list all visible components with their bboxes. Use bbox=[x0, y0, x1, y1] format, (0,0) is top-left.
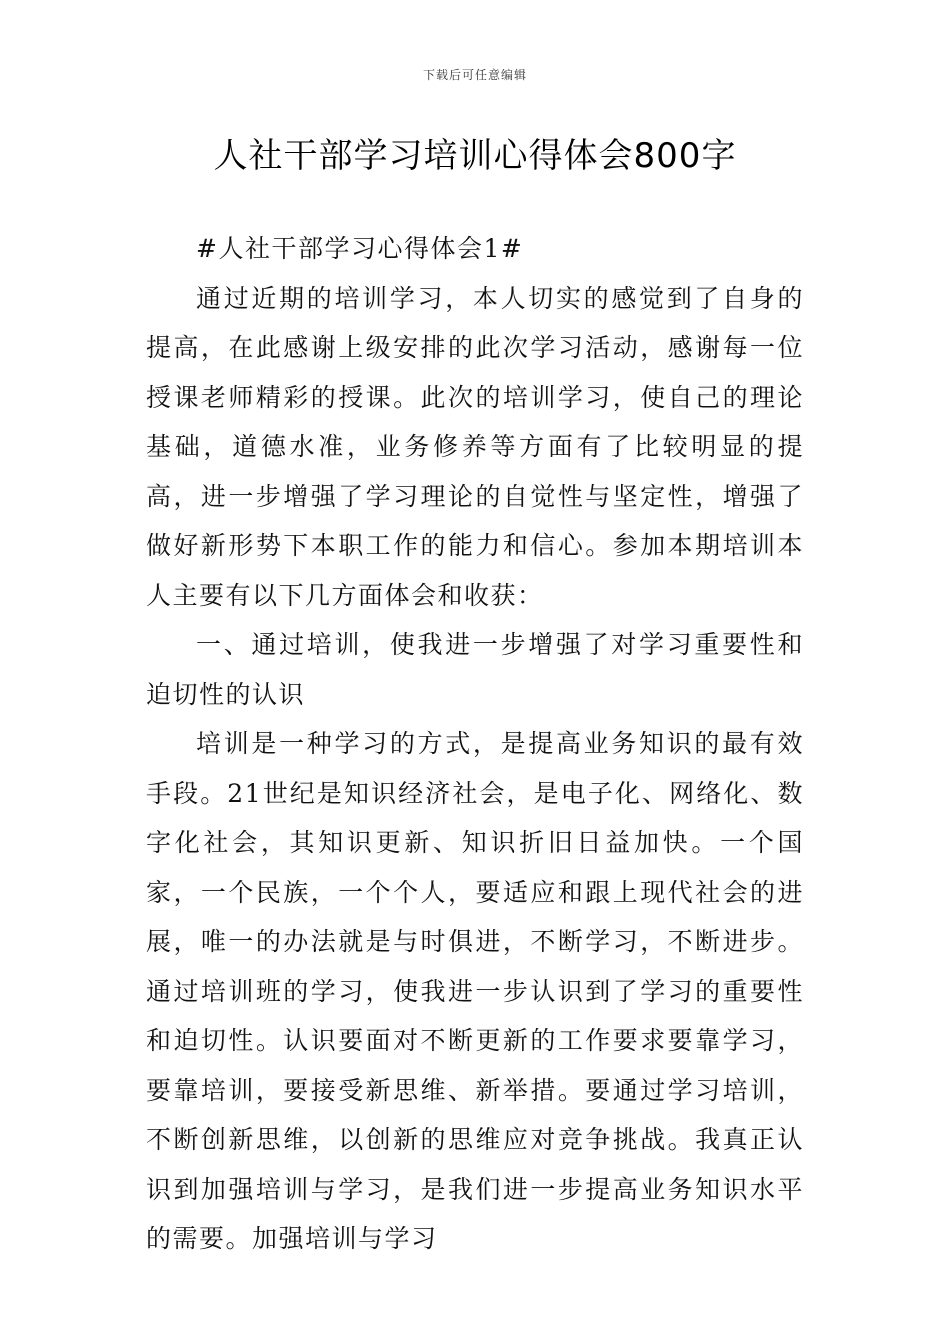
paragraph-intro: 通过近期的培训学习，本人切实的感觉到了自身的提高，在此感谢上级安排的此次学习活动，感谢每一位授课老师精彩的授课。此次的培训学习，使自己的理论基础，道德水准，业务修养等方面有了比较明显的提高，进一步增强了学习理论的自觉性与坚定性，增强了做好新形势下本职工作的能力和信心。参加本期培训本人主要有以下几方面体会和收获： bbox=[146, 283, 804, 610]
paragraph-training: 培训是一种学习的方式，是提高业务知识的最有效手段。21世纪是知识经济社会，是电子化、网络化、数字化社会，其知识更新、知识折旧日益加快。一个国家，一个民族，一个个人，要适应和跟上现代社会的进展，唯一的办法就是与时俱进，不断学习，不断进步。通过培训班的学习，使我进一步认识到了学习的重要性和迫切性。认识要面对不断更新的工作要求要靠学习，要靠培训，要接受新思维、新举措。要通过学习培训，不断创新思维，以创新的思维应对竞争挑战。我真正认识到加强培训与学习，是我们进一步提高业务知识水平的需要。加强培训与学习 bbox=[146, 729, 804, 1253]
document-body bbox=[146, 224, 804, 1264]
header-note: 下载后可任意编辑 bbox=[422, 68, 527, 82]
section-heading-1: 一、通过培训，使我进一步增强了对学习重要性和迫切性的认识 bbox=[146, 630, 804, 709]
document-title: 人社干部学习培训心得体会800字 bbox=[213, 136, 737, 176]
section-label: #人社干部学习心得体会1# bbox=[196, 234, 524, 263]
